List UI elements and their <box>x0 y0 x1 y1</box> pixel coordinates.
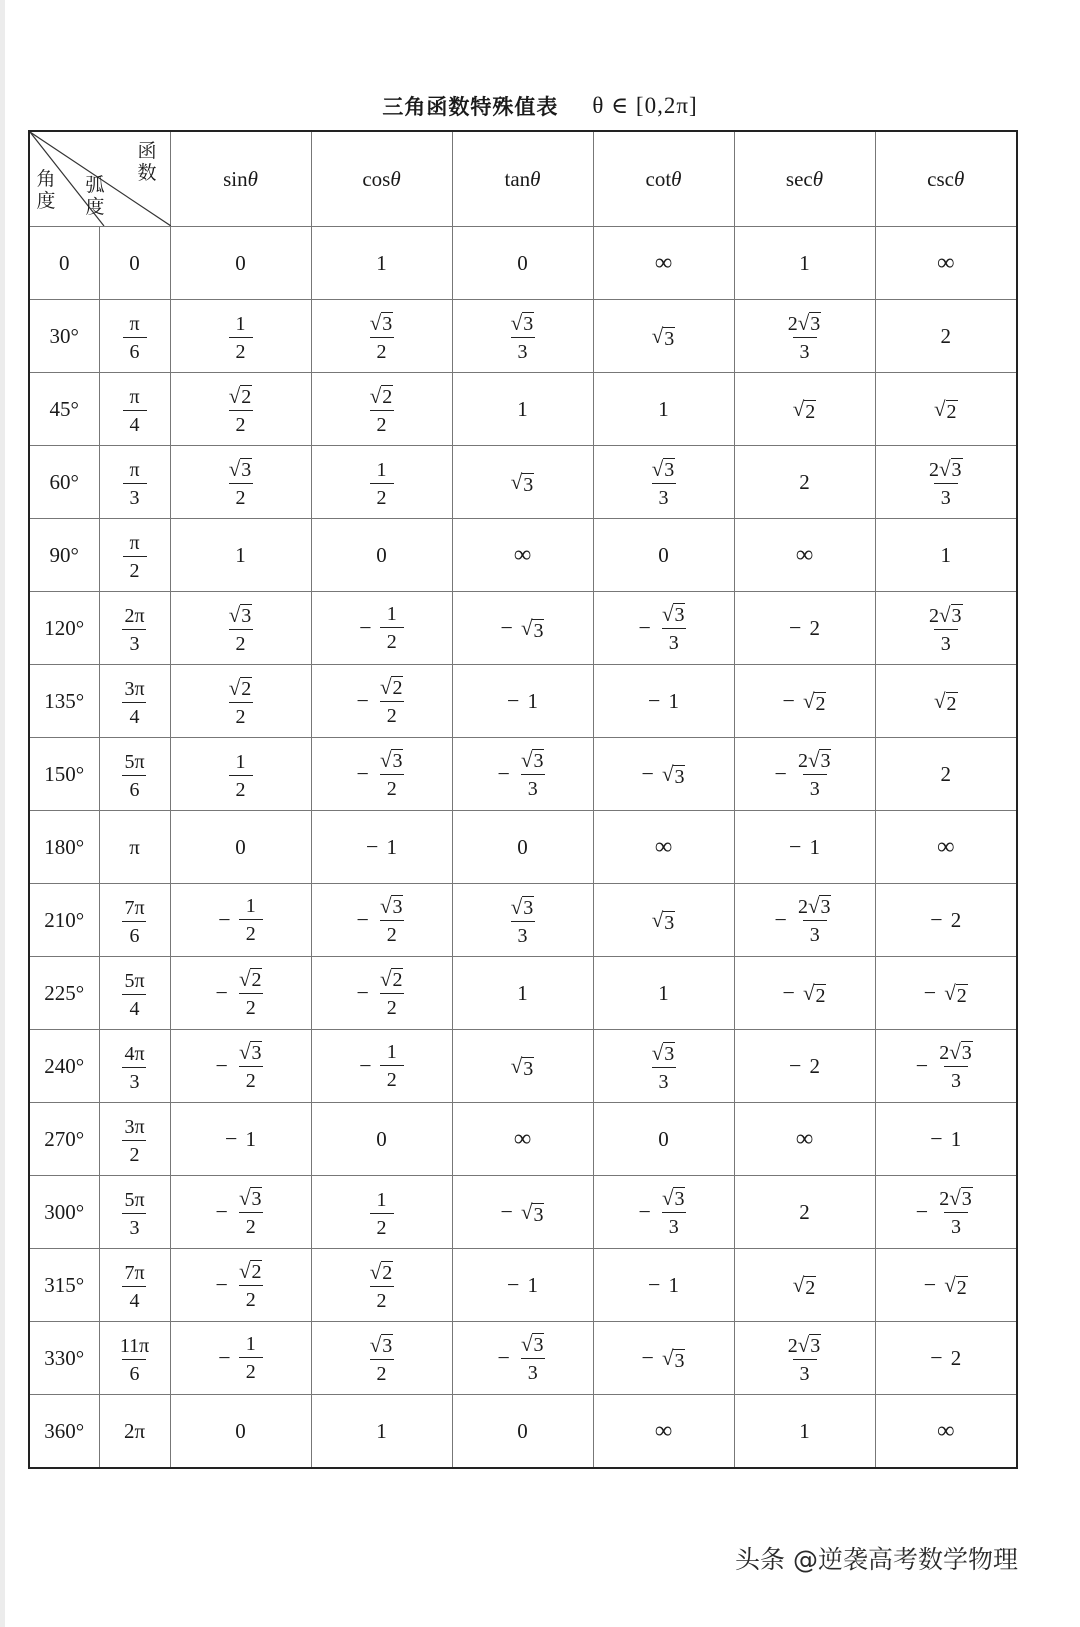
cot-value-cell: √ 3 <box>593 884 734 957</box>
corner-radian-label: 弧度 <box>85 174 105 218</box>
sec-value-cell: 2 <box>734 446 875 519</box>
table-row <box>29 1103 1017 1176</box>
csc-value-cell: 1 <box>875 519 1017 592</box>
cot-value-cell: ∞ <box>593 811 734 884</box>
csc-value-cell: − √ 2 <box>875 1249 1017 1322</box>
csc-value-cell: 2 √ 3 3 <box>875 446 1017 519</box>
table-row <box>29 1322 1017 1395</box>
angle-cell: 225° <box>29 957 99 1030</box>
radian-cell: $\frac{\pi}{3}$ <box>99 446 170 519</box>
sec-value-cell: 1 <box>734 1395 875 1469</box>
angle-cell: 90° <box>29 519 99 592</box>
header-sin: sinθ <box>170 131 311 227</box>
cos-value-cell: − $\frac{1}{2}$ <box>311 1030 452 1103</box>
cos-value-cell: $\frac{1}{2}$ <box>311 1176 452 1249</box>
sin-value-cell: 0 <box>170 227 311 300</box>
tan-value-cell: − 1 <box>452 665 593 738</box>
csc-value-cell: − 2 <box>875 1322 1017 1395</box>
table-row <box>29 1249 1017 1322</box>
cos-value-cell: 1 <box>311 227 452 300</box>
table-row <box>29 519 1017 592</box>
angle-cell: 360° <box>29 1395 99 1469</box>
csc-value-cell: ∞ <box>875 1395 1017 1469</box>
radian-cell: $\frac{11\pi}{6}$ <box>99 1322 170 1395</box>
sec-value-cell: − 1 <box>734 811 875 884</box>
radian-cell: $\frac{5\pi}{3}$ <box>99 1176 170 1249</box>
cot-value-cell: − √ 3 <box>593 1322 734 1395</box>
sec-value-cell: ∞ <box>734 519 875 592</box>
table-title <box>0 88 1080 124</box>
radian-cell: $\frac{3\pi}{2}$ <box>99 1103 170 1176</box>
csc-value-cell: − 2 <box>875 884 1017 957</box>
table-row <box>29 227 1017 300</box>
cos-value-cell: 0 <box>311 1103 452 1176</box>
tan-value-cell: − √ 3 3 <box>452 738 593 811</box>
sin-value-cell: − √ 3 2 <box>170 1176 311 1249</box>
radian-cell: $\frac{4\pi}{3}$ <box>99 1030 170 1103</box>
csc-value-cell: √ 2 <box>875 665 1017 738</box>
trig-values-table <box>28 130 1018 1469</box>
tan-value-cell: 1 <box>452 957 593 1030</box>
table-row <box>29 1030 1017 1103</box>
table-row <box>29 300 1017 373</box>
sin-value-cell: √ 2 2 <box>170 665 311 738</box>
angle-cell: 150° <box>29 738 99 811</box>
radian-cell: $\frac{7\pi}{6}$ <box>99 884 170 957</box>
sec-value-cell: − 2 <box>734 592 875 665</box>
header-csc: cscθ <box>875 131 1017 227</box>
csc-value-cell: − 2 √ 3 3 <box>875 1030 1017 1103</box>
csc-value-cell: 2 <box>875 300 1017 373</box>
sin-value-cell: √ 3 2 <box>170 592 311 665</box>
radian-cell: $\frac{\pi}{2}$ <box>99 519 170 592</box>
cot-value-cell: 1 <box>593 957 734 1030</box>
table-row <box>29 1176 1017 1249</box>
sec-value-cell: 2 √ 3 3 <box>734 1322 875 1395</box>
table-row <box>29 1395 1017 1469</box>
tan-value-cell: ∞ <box>452 519 593 592</box>
sec-value-cell: 2 <box>734 1176 875 1249</box>
cos-value-cell: − √ 3 2 <box>311 884 452 957</box>
angle-cell: 240° <box>29 1030 99 1103</box>
radian-cell: 2π <box>99 1395 170 1469</box>
sin-value-cell: − 1 <box>170 1103 311 1176</box>
radian-cell: π <box>99 811 170 884</box>
cos-value-cell: − √ 2 2 <box>311 957 452 1030</box>
header-tan: tanθ <box>452 131 593 227</box>
cot-value-cell: 0 <box>593 519 734 592</box>
table-row <box>29 665 1017 738</box>
cot-value-cell: 0 <box>593 1103 734 1176</box>
tan-value-cell: − √ 3 <box>452 592 593 665</box>
sec-value-cell: 2 √ 3 3 <box>734 300 875 373</box>
csc-value-cell: ∞ <box>875 227 1017 300</box>
radian-cell: 0 <box>99 227 170 300</box>
sin-value-cell: 0 <box>170 1395 311 1469</box>
table-row <box>29 373 1017 446</box>
cot-value-cell: − √ 3 3 <box>593 1176 734 1249</box>
sec-value-cell: − 2 √ 3 3 <box>734 738 875 811</box>
tan-value-cell: 1 <box>452 373 593 446</box>
corner-header-cell <box>29 131 170 227</box>
cot-value-cell: − 1 <box>593 1249 734 1322</box>
cos-value-cell: − $\frac{1}{2}$ <box>311 592 452 665</box>
tan-value-cell: ∞ <box>452 1103 593 1176</box>
sin-value-cell: − $\frac{1}{2}$ <box>170 1322 311 1395</box>
tan-value-cell: √ 3 <box>452 1030 593 1103</box>
angle-cell: 120° <box>29 592 99 665</box>
angle-cell: 60° <box>29 446 99 519</box>
sin-value-cell: 1 <box>170 519 311 592</box>
csc-value-cell: 2 √ 3 3 <box>875 592 1017 665</box>
table-row <box>29 738 1017 811</box>
cos-value-cell: √ 3 2 <box>311 1322 452 1395</box>
tan-value-cell: 0 <box>452 1395 593 1469</box>
cos-value-cell: − √ 2 2 <box>311 665 452 738</box>
sin-value-cell: √ 3 2 <box>170 446 311 519</box>
cot-value-cell: − √ 3 <box>593 738 734 811</box>
csc-value-cell: − 1 <box>875 1103 1017 1176</box>
angle-cell: 210° <box>29 884 99 957</box>
csc-value-cell: − √ 2 <box>875 957 1017 1030</box>
sin-value-cell: 0 <box>170 811 311 884</box>
tan-value-cell: − √ 3 <box>452 1176 593 1249</box>
csc-value-cell: − 2 √ 3 3 <box>875 1176 1017 1249</box>
sin-value-cell: $\frac{1}{2}$ <box>170 738 311 811</box>
sec-value-cell: − 2 √ 3 3 <box>734 884 875 957</box>
angle-cell: 45° <box>29 373 99 446</box>
cos-value-cell: √ 2 2 <box>311 373 452 446</box>
sin-value-cell: √ 2 2 <box>170 373 311 446</box>
cot-value-cell: − 1 <box>593 665 734 738</box>
header-sec: secθ <box>734 131 875 227</box>
radian-cell: $\frac{5\pi}{6}$ <box>99 738 170 811</box>
radian-cell: $\frac{3\pi}{4}$ <box>99 665 170 738</box>
cot-value-cell: − √ 3 3 <box>593 592 734 665</box>
sec-value-cell: 1 <box>734 227 875 300</box>
left-edge-strip <box>0 0 5 1627</box>
radian-cell: $\frac{\pi}{6}$ <box>99 300 170 373</box>
header-row <box>29 131 1017 227</box>
angle-cell: 135° <box>29 665 99 738</box>
tan-value-cell: 0 <box>452 227 593 300</box>
angle-cell: 180° <box>29 811 99 884</box>
sec-value-cell: √ 2 <box>734 373 875 446</box>
sin-value-cell: $\frac{1}{2}$ <box>170 300 311 373</box>
tan-value-cell: − √ 3 3 <box>452 1322 593 1395</box>
header-cot: cotθ <box>593 131 734 227</box>
cos-value-cell: 1 <box>311 1395 452 1469</box>
table-body <box>29 131 1017 1468</box>
title-range: θ ∈ [0,2π] <box>592 93 698 118</box>
cos-value-cell: √ 3 2 <box>311 300 452 373</box>
sec-value-cell: − √ 2 <box>734 665 875 738</box>
sin-value-cell: − √ 3 2 <box>170 1030 311 1103</box>
cot-value-cell: √ 3 3 <box>593 1030 734 1103</box>
table-row <box>29 957 1017 1030</box>
cot-value-cell: 1 <box>593 373 734 446</box>
tan-value-cell: √ 3 3 <box>452 300 593 373</box>
header-cos: cosθ <box>311 131 452 227</box>
title-main: 三角函数特殊值表 <box>382 95 559 119</box>
sin-value-cell: − √ 2 2 <box>170 1249 311 1322</box>
cos-value-cell: $\frac{1}{2}$ <box>311 446 452 519</box>
sec-value-cell: − √ 2 <box>734 957 875 1030</box>
sec-value-cell: √ 2 <box>734 1249 875 1322</box>
sec-value-cell: − 2 <box>734 1030 875 1103</box>
angle-cell: 0 <box>29 227 99 300</box>
cot-value-cell: √ 3 3 <box>593 446 734 519</box>
tan-value-cell: − 1 <box>452 1249 593 1322</box>
sec-value-cell: ∞ <box>734 1103 875 1176</box>
cot-value-cell: ∞ <box>593 227 734 300</box>
table-row <box>29 811 1017 884</box>
cos-value-cell: − 1 <box>311 811 452 884</box>
angle-cell: 270° <box>29 1103 99 1176</box>
cos-value-cell: √ 2 2 <box>311 1249 452 1322</box>
cot-value-cell: √ 3 <box>593 300 734 373</box>
corner-angle-label: 角度 <box>36 168 56 212</box>
cot-value-cell: ∞ <box>593 1395 734 1469</box>
radian-cell: $\frac{7\pi}{4}$ <box>99 1249 170 1322</box>
tan-value-cell: √ 3 <box>452 446 593 519</box>
table-row <box>29 446 1017 519</box>
csc-value-cell: ∞ <box>875 811 1017 884</box>
corner-function-label: 函数 <box>137 140 157 184</box>
cos-value-cell: 0 <box>311 519 452 592</box>
table-row <box>29 592 1017 665</box>
cos-value-cell: − √ 3 2 <box>311 738 452 811</box>
radian-cell: $\frac{\pi}{4}$ <box>99 373 170 446</box>
csc-value-cell: 2 <box>875 738 1017 811</box>
sin-value-cell: − √ 2 2 <box>170 957 311 1030</box>
csc-value-cell: √ 2 <box>875 373 1017 446</box>
radian-cell: $\frac{2\pi}{3}$ <box>99 592 170 665</box>
angle-cell: 30° <box>29 300 99 373</box>
angle-cell: 300° <box>29 1176 99 1249</box>
sin-value-cell: − $\frac{1}{2}$ <box>170 884 311 957</box>
table-row <box>29 884 1017 957</box>
tan-value-cell: √ 3 3 <box>452 884 593 957</box>
tan-value-cell: 0 <box>452 811 593 884</box>
radian-cell: $\frac{5\pi}{4}$ <box>99 957 170 1030</box>
angle-cell: 330° <box>29 1322 99 1395</box>
angle-cell: 315° <box>29 1249 99 1322</box>
watermark-text: 头条 @逆袭高考数学物理 <box>735 1545 1018 1574</box>
